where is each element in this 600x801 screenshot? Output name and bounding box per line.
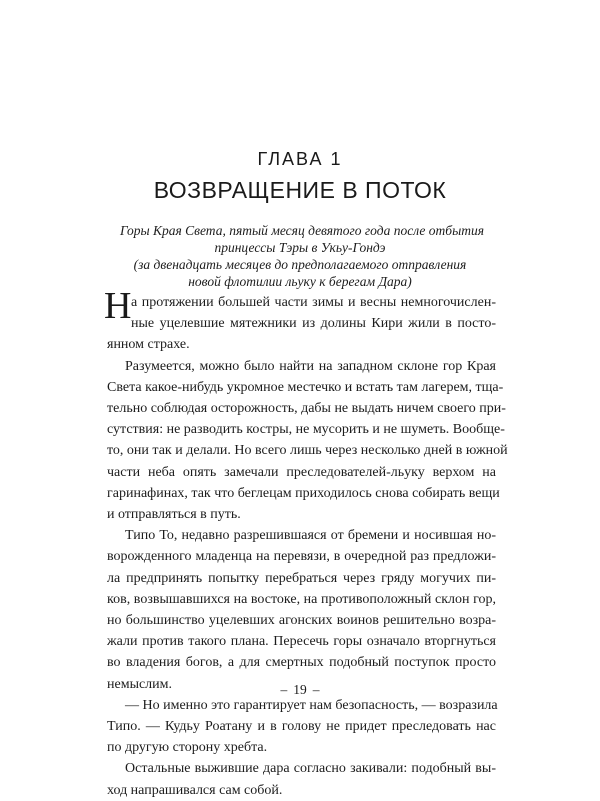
chapter-label: ГЛАВА 1 [257, 149, 343, 169]
paragraph-4 [107, 695, 496, 759]
text-line: гаринафинах, так что беглецам приходилось снова собирать вещи [107, 485, 500, 501]
text-line: жали против такого плана. Пересечь горы означало вторгнуться [107, 634, 496, 650]
text-line: — Но именно это гарантирует нам безопасность, — возразила [125, 697, 498, 713]
text-line: Типо. — Кудьу Роатану и в голову не придет преследовать нас [107, 719, 496, 735]
text-line: а протяжении большей части зимы и весны немногочислен- [131, 295, 496, 310]
paragraph-1 [107, 292, 496, 356]
folio-dash-left: – [280, 682, 288, 697]
drop-cap: Н [104, 285, 132, 327]
text-line: Разумеется, можно было найти на западном склоне гор Края [125, 358, 496, 374]
epigraph-line: Горы Края Света, пятый месяц девятого года после отбытия [120, 223, 484, 238]
epigraph-line: (за двенадцать месяцев до предполагаемого отправления [133, 257, 467, 272]
text-line: тельно соблюдая осторожность, дабы не выдать ничем своего при- [107, 401, 506, 417]
text-line: но большинство уцелевших агонских воинов решительно возра- [107, 613, 496, 629]
text-line: янном страхе. [107, 337, 190, 353]
text-line: во владения богов, а для смертных подобный поступок просто [107, 655, 496, 671]
paragraph-3 [107, 525, 496, 695]
text-line: ворожденного младенца на перевязи, в очередной раз предложи- [107, 549, 496, 565]
page-number-value: 19 [293, 682, 307, 697]
epigraph-line: новой флотилии льуку к берегам Дара) [188, 274, 412, 289]
text-line: Остальные выжившие дара согласно закивали: подобный вы- [125, 761, 496, 777]
text-line: ные уцелевшие мятежники из долины Кири жили в посто- [131, 316, 496, 332]
text-line: Света какое-нибудь укромное местечко и встать там лагерем, тща- [107, 379, 504, 395]
page-number [0, 682, 600, 698]
text-line: ков, возвышавшихся на востоке, на противоположный склон гор, [107, 591, 496, 607]
paragraph-5 [107, 758, 496, 800]
text-line: ла предпринять попытку перебраться через гряду могучих пи- [107, 570, 496, 586]
epigraph [120, 222, 484, 290]
epigraph-line: принцессы Тэры в Укьу-Гондэ [214, 240, 386, 255]
chapter-title: ВОЗВРАЩЕНИЕ В ПОТОК [153, 177, 447, 203]
text-line: Типо То, недавно разрешившаяся от бремени и носившая но- [125, 528, 496, 544]
text-line: по другую сторону хребта. [107, 740, 268, 756]
text-line: то, они так и делали. Но всего лишь через несколько дней в южной [107, 443, 508, 459]
text-line: и отправляться в путь. [107, 507, 241, 523]
text-line: немыслим. [107, 676, 173, 692]
text-line: части неба опять замечали преследователей-льуку верхом на [107, 464, 496, 480]
body-text [104, 285, 508, 801]
folio-dash-right: – [312, 682, 320, 697]
text-line: сутствия: не разводить костры, не мусорить и не шуметь. Вообще- [107, 422, 505, 438]
paragraph-2 [107, 356, 508, 526]
text-line: ход напрашивался сам собой. [107, 782, 283, 798]
